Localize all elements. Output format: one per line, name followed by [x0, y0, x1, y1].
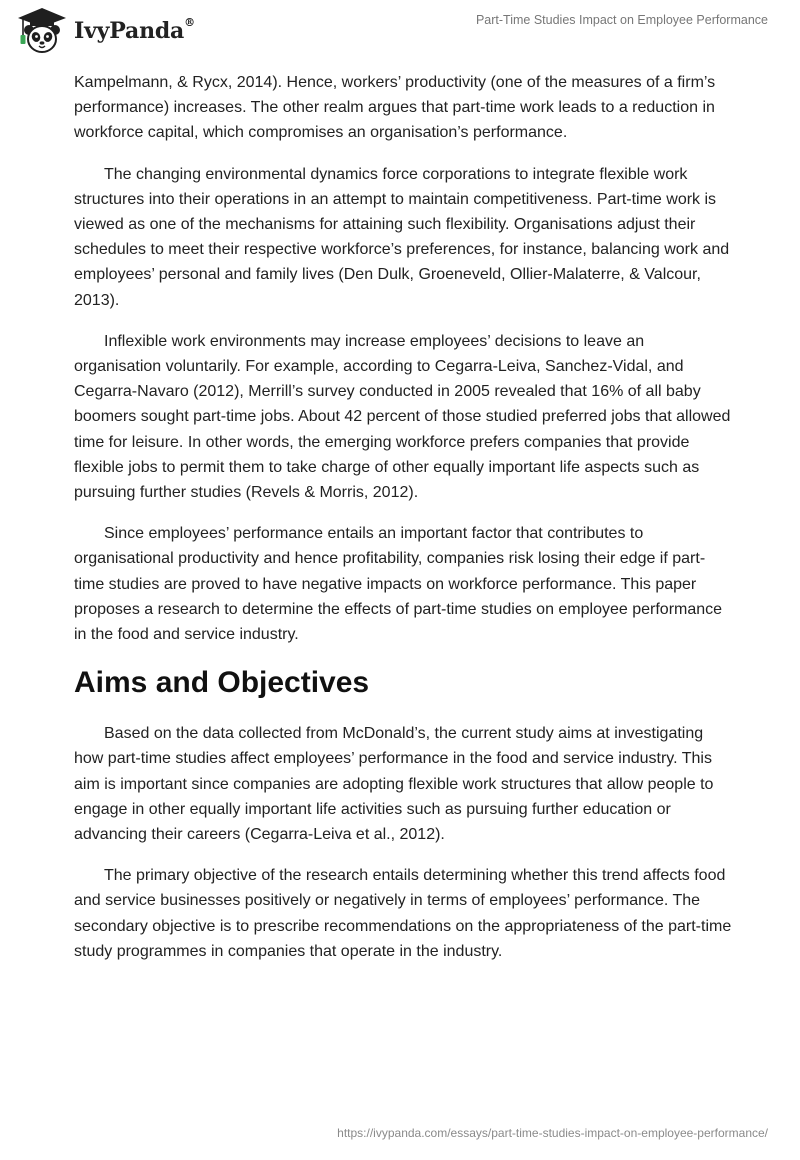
brand-name: IvyPanda® [74, 15, 195, 44]
paragraph: Since employees’ performance entails an important factor that contributes to organisational productivity and hence profitability, companies risk losing their edge if part-time studies are proved to have negative impacts on workforce performance. This paper proposes a research to determine the effects of part-time studies on employee performance in the food and service industry. [74, 525, 723, 644]
brand-logo[interactable] [14, 6, 195, 56]
paragraph: Inflexible work environments may increase employees’ decisions to leave an organisation voluntarily. For example, according to Cegarra-Leiva, Sanchez-Vidal, and Cegarra-Navaro (2012), Merrill’s survey conducted in 2005 revealed that 16% of all baby boomers sought part-time jobs. About 42 percent of those studied preferred jobs that allowed time for leisure. In other words, the emerging workforce prefers companies that provide flexible jobs to permit them to take charge of other equally important life aspects such as pursuing further studies (Revels & Morris, 2012). [74, 332, 731, 502]
paragraph: Based on the data collected from McDonald’s, the current study aims at investigating how part-time studies affect employees’ performance in the food and service industry. This aim is important since companies are adopting flexible work structures that allow people to engage in other equally important life activities such as pursuing further education or advancing their careers (Cegarra-Leiva et al., 2012). [74, 725, 714, 844]
panda-graduate-icon [14, 6, 70, 56]
paragraph: The primary objective of the research entails determining whether this trend affects food and service businesses positively or negatively in terms of employees’ performance. The secondary objective is to prescribe recommendations on the appropriateness of the part-time study programmes in companies that operate in the industry. [74, 867, 732, 960]
source-url[interactable]: https://ivypanda.com/essays/part-time-studies-impact-on-employee-performance/ [337, 1126, 768, 1140]
page-header [0, 0, 800, 62]
paragraph: The changing environmental dynamics force corporations to integrate flexible work structures into their operations in an attempt to maintain competitiveness. Part-time work is viewed as one of the mechanisms for attaining such flexibility. Organisations adjust their schedules to meet their respective workforce’s preferences, for instance, balancing work and employees’ personal and family lives (Den Dulk, Groeneveld, Ollier-Malaterre, & Valcour, 2013). [74, 165, 730, 309]
essay-body [74, 70, 734, 980]
paragraph: Kampelmann, & Rycx, 2014). Hence, workers’ productivity (one of the measures of a firm’s performance) increases. The other realm argues that part-time work leads to a reduction in workforce capital, which compromises an organisation’s performance. [74, 74, 716, 142]
document-title: Part-Time Studies Impact on Employee Performance [475, 13, 768, 27]
section-heading: Aims and Objectives [74, 666, 370, 700]
